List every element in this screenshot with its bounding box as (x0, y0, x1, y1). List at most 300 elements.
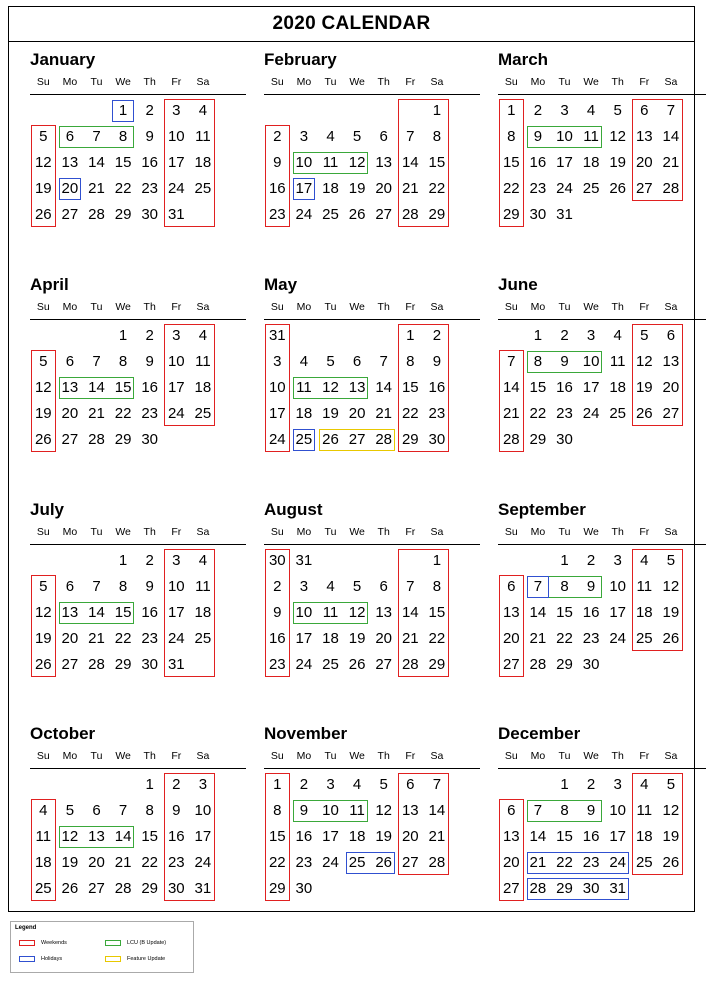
day-cell[interactable]: 13 (401, 802, 419, 819)
day-cell[interactable]: 7 (432, 776, 442, 793)
day-cell[interactable]: 19 (322, 405, 339, 422)
day-cell[interactable]: 7 (379, 353, 388, 370)
day-cell[interactable]: 17 (295, 630, 313, 647)
day-cell[interactable]: 10 (609, 802, 627, 819)
day-cell[interactable]: 27 (401, 854, 419, 871)
day-cell[interactable]: 12 (375, 802, 393, 819)
day-cell[interactable]: 10 (322, 802, 339, 819)
day-cell[interactable]: 29 (502, 206, 520, 223)
day-cell[interactable]: 24 (322, 854, 339, 871)
day-cell[interactable]: 12 (662, 578, 680, 595)
day-cell[interactable]: 21 (529, 630, 547, 647)
day-cell[interactable]: 18 (322, 630, 339, 647)
day-cell[interactable]: 19 (34, 405, 52, 422)
day-cell[interactable]: 23 (141, 630, 159, 647)
day-cell[interactable]: 19 (609, 154, 627, 171)
day-cell[interactable]: 16 (295, 828, 313, 845)
day-cell[interactable]: 30 (268, 552, 286, 569)
day-cell[interactable]: 4 (613, 327, 622, 344)
day-cell[interactable]: 11 (583, 128, 599, 145)
day-cell[interactable]: 6 (92, 802, 101, 819)
day-cell[interactable]: 3 (172, 102, 181, 119)
day-cell[interactable]: 15 (114, 154, 132, 171)
day-cell[interactable]: 14 (529, 604, 547, 621)
day-cell[interactable]: 5 (640, 327, 649, 344)
day-cell[interactable]: 14 (88, 379, 105, 396)
day-cell[interactable]: 28 (401, 656, 419, 673)
day-cell[interactable]: 16 (141, 379, 159, 396)
day-cell[interactable]: 13 (375, 154, 393, 171)
day-cell[interactable]: 15 (114, 604, 132, 621)
day-cell[interactable]: 20 (61, 180, 79, 197)
day-cell[interactable]: 11 (195, 128, 211, 145)
day-cell[interactable]: 2 (533, 102, 543, 119)
day-cell[interactable]: 15 (556, 604, 573, 621)
day-cell[interactable]: 10 (609, 578, 627, 595)
day-cell[interactable]: 25 (34, 880, 52, 897)
day-cell[interactable]: 19 (34, 630, 52, 647)
day-cell[interactable]: 12 (34, 604, 52, 621)
day-cell[interactable]: 19 (662, 828, 680, 845)
day-cell[interactable]: 19 (61, 854, 79, 871)
day-cell[interactable]: 11 (636, 802, 653, 819)
day-cell[interactable]: 8 (273, 802, 282, 819)
day-cell[interactable]: 24 (268, 431, 286, 448)
day-cell[interactable]: 22 (428, 630, 446, 647)
day-cell[interactable]: 24 (194, 854, 212, 871)
day-cell[interactable]: 8 (406, 353, 415, 370)
day-cell[interactable]: 11 (609, 353, 626, 370)
day-cell[interactable]: 22 (556, 630, 573, 647)
day-cell[interactable]: 14 (401, 604, 419, 621)
day-cell[interactable]: 15 (428, 154, 446, 171)
day-cell[interactable]: 14 (502, 379, 520, 396)
day-cell[interactable]: 15 (141, 828, 159, 845)
day-cell[interactable]: 22 (529, 405, 547, 422)
day-cell[interactable]: 16 (582, 828, 600, 845)
day-cell[interactable]: 29 (114, 206, 132, 223)
day-cell[interactable]: 25 (322, 206, 339, 223)
day-cell[interactable]: 22 (401, 405, 419, 422)
day-cell[interactable]: 12 (34, 379, 52, 396)
day-cell[interactable]: 15 (428, 604, 446, 621)
day-cell[interactable]: 7 (118, 802, 128, 819)
day-cell[interactable]: 14 (114, 828, 132, 845)
day-cell[interactable]: 12 (609, 128, 627, 145)
day-cell[interactable]: 11 (322, 154, 339, 171)
day-cell[interactable]: 21 (401, 630, 419, 647)
day-cell[interactable]: 3 (326, 776, 335, 793)
day-cell[interactable]: 14 (428, 802, 446, 819)
day-cell[interactable]: 31 (194, 880, 212, 897)
day-cell[interactable]: 23 (556, 405, 573, 422)
day-cell[interactable]: 30 (141, 656, 159, 673)
day-cell[interactable]: 21 (502, 405, 520, 422)
day-cell[interactable]: 1 (118, 552, 128, 569)
day-cell[interactable]: 17 (167, 379, 185, 396)
day-cell[interactable]: 9 (145, 578, 154, 595)
day-cell[interactable]: 2 (172, 776, 181, 793)
day-cell[interactable]: 6 (507, 802, 516, 819)
day-cell[interactable]: 24 (167, 180, 185, 197)
day-cell[interactable]: 11 (349, 802, 365, 819)
day-cell[interactable]: 18 (194, 154, 212, 171)
day-cell[interactable]: 27 (348, 431, 366, 448)
day-cell[interactable]: 2 (432, 327, 442, 344)
day-cell[interactable]: 30 (582, 880, 600, 897)
day-cell[interactable]: 25 (348, 854, 366, 871)
day-cell[interactable]: 8 (560, 802, 569, 819)
day-cell[interactable]: 18 (295, 405, 313, 422)
day-cell[interactable]: 23 (268, 656, 286, 673)
day-cell[interactable]: 21 (88, 405, 105, 422)
day-cell[interactable]: 8 (118, 128, 128, 145)
day-cell[interactable]: 12 (34, 154, 52, 171)
day-cell[interactable]: 14 (662, 128, 680, 145)
day-cell[interactable]: 26 (662, 854, 680, 871)
day-cell[interactable]: 9 (586, 578, 596, 595)
day-cell[interactable]: 13 (61, 379, 79, 396)
day-cell[interactable]: 5 (39, 128, 48, 145)
day-cell[interactable]: 24 (582, 405, 600, 422)
day-cell[interactable]: 23 (295, 854, 313, 871)
day-cell[interactable]: 23 (141, 180, 159, 197)
day-cell[interactable]: 3 (273, 353, 282, 370)
day-cell[interactable]: 17 (268, 405, 286, 422)
day-cell[interactable]: 27 (635, 180, 653, 197)
day-cell[interactable]: 30 (529, 206, 547, 223)
day-cell[interactable]: 8 (432, 128, 442, 145)
day-cell[interactable]: 15 (556, 828, 573, 845)
day-cell[interactable]: 5 (666, 552, 676, 569)
day-cell[interactable]: 17 (167, 604, 185, 621)
day-cell[interactable]: 2 (586, 552, 596, 569)
day-cell[interactable]: 25 (194, 180, 212, 197)
day-cell[interactable]: 3 (299, 128, 309, 145)
day-cell[interactable]: 3 (560, 102, 569, 119)
day-cell[interactable]: 18 (194, 379, 212, 396)
day-cell[interactable]: 19 (348, 180, 366, 197)
day-cell[interactable]: 1 (145, 776, 154, 793)
day-cell[interactable]: 24 (295, 656, 313, 673)
day-cell[interactable]: 16 (428, 379, 446, 396)
day-cell[interactable]: 10 (268, 379, 286, 396)
day-cell[interactable]: 25 (635, 630, 653, 647)
day-cell[interactable]: 2 (560, 327, 569, 344)
day-cell[interactable]: 6 (65, 353, 75, 370)
day-cell[interactable]: 31 (556, 206, 573, 223)
day-cell[interactable]: 23 (582, 630, 600, 647)
day-cell[interactable]: 3 (613, 776, 622, 793)
day-cell[interactable]: 9 (299, 802, 309, 819)
day-cell[interactable]: 18 (322, 180, 339, 197)
day-cell[interactable]: 22 (502, 180, 520, 197)
day-cell[interactable]: 29 (529, 431, 547, 448)
day-cell[interactable]: 3 (198, 776, 208, 793)
day-cell[interactable]: 2 (145, 327, 154, 344)
day-cell[interactable]: 2 (273, 128, 282, 145)
day-cell[interactable]: 26 (609, 180, 627, 197)
day-cell[interactable]: 12 (635, 353, 653, 370)
day-cell[interactable]: 11 (636, 578, 653, 595)
day-cell[interactable]: 26 (34, 431, 52, 448)
day-cell[interactable]: 17 (194, 828, 212, 845)
day-cell[interactable]: 22 (114, 405, 132, 422)
day-cell[interactable]: 20 (375, 630, 393, 647)
day-cell[interactable]: 13 (88, 828, 105, 845)
day-cell[interactable]: 1 (533, 327, 543, 344)
day-cell[interactable]: 1 (118, 102, 128, 119)
day-cell[interactable]: 15 (502, 154, 520, 171)
day-cell[interactable]: 1 (273, 776, 282, 793)
day-cell[interactable]: 10 (167, 128, 185, 145)
day-cell[interactable]: 21 (662, 154, 680, 171)
day-cell[interactable]: 4 (640, 552, 649, 569)
day-cell[interactable]: 29 (114, 431, 132, 448)
day-cell[interactable]: 3 (586, 327, 596, 344)
day-cell[interactable]: 1 (560, 776, 569, 793)
day-cell[interactable]: 23 (141, 405, 159, 422)
day-cell[interactable]: 13 (502, 828, 520, 845)
day-cell[interactable]: 9 (560, 353, 569, 370)
day-cell[interactable]: 22 (556, 854, 573, 871)
day-cell[interactable]: 16 (582, 604, 600, 621)
day-cell[interactable]: 8 (432, 578, 442, 595)
day-cell[interactable]: 5 (379, 776, 388, 793)
day-cell[interactable]: 26 (375, 854, 393, 871)
day-cell[interactable]: 25 (582, 180, 600, 197)
day-cell[interactable]: 15 (401, 379, 419, 396)
day-cell[interactable]: 19 (348, 630, 366, 647)
day-cell[interactable]: 1 (406, 327, 415, 344)
day-cell[interactable]: 22 (268, 854, 286, 871)
day-cell[interactable]: 28 (529, 656, 547, 673)
day-cell[interactable]: 4 (586, 102, 596, 119)
day-cell[interactable]: 20 (61, 405, 79, 422)
day-cell[interactable]: 4 (326, 578, 335, 595)
day-cell[interactable]: 16 (167, 828, 185, 845)
day-cell[interactable]: 22 (141, 854, 159, 871)
day-cell[interactable]: 26 (348, 656, 366, 673)
day-cell[interactable]: 13 (662, 353, 680, 370)
day-cell[interactable]: 7 (92, 353, 101, 370)
day-cell[interactable]: 10 (295, 154, 313, 171)
day-cell[interactable]: 19 (34, 180, 52, 197)
day-cell[interactable]: 18 (635, 604, 653, 621)
day-cell[interactable]: 3 (299, 578, 309, 595)
day-cell[interactable]: 24 (167, 630, 185, 647)
day-cell[interactable]: 6 (65, 578, 75, 595)
day-cell[interactable]: 28 (662, 180, 680, 197)
day-cell[interactable]: 21 (529, 854, 547, 871)
day-cell[interactable]: 14 (88, 154, 105, 171)
day-cell[interactable]: 30 (582, 656, 600, 673)
day-cell[interactable]: 8 (533, 353, 543, 370)
day-cell[interactable]: 14 (401, 154, 419, 171)
day-cell[interactable]: 7 (92, 128, 101, 145)
day-cell[interactable]: 8 (560, 578, 569, 595)
day-cell[interactable]: 17 (609, 604, 627, 621)
day-cell[interactable]: 27 (375, 656, 393, 673)
day-cell[interactable]: 6 (379, 578, 388, 595)
day-cell[interactable]: 28 (114, 880, 132, 897)
day-cell[interactable]: 25 (322, 656, 339, 673)
day-cell[interactable]: 3 (172, 552, 181, 569)
day-cell[interactable]: 21 (88, 630, 105, 647)
day-cell[interactable]: 20 (502, 854, 520, 871)
day-cell[interactable]: 25 (609, 405, 627, 422)
day-cell[interactable]: 27 (502, 656, 520, 673)
day-cell[interactable]: 19 (635, 379, 653, 396)
day-cell[interactable]: 16 (268, 180, 286, 197)
day-cell[interactable]: 29 (141, 880, 159, 897)
day-cell[interactable]: 7 (406, 128, 415, 145)
day-cell[interactable]: 8 (118, 578, 128, 595)
day-cell[interactable]: 23 (529, 180, 547, 197)
day-cell[interactable]: 6 (666, 327, 676, 344)
day-cell[interactable]: 10 (167, 353, 185, 370)
day-cell[interactable]: 20 (401, 828, 419, 845)
day-cell[interactable]: 28 (375, 431, 393, 448)
day-cell[interactable]: 9 (145, 353, 154, 370)
day-cell[interactable]: 29 (401, 431, 419, 448)
day-cell[interactable]: 18 (582, 154, 600, 171)
day-cell[interactable]: 7 (666, 102, 676, 119)
day-cell[interactable]: 6 (379, 128, 388, 145)
day-cell[interactable]: 19 (662, 604, 680, 621)
day-cell[interactable]: 16 (529, 154, 547, 171)
day-cell[interactable]: 15 (268, 828, 286, 845)
day-cell[interactable]: 17 (167, 154, 185, 171)
day-cell[interactable]: 27 (375, 206, 393, 223)
day-cell[interactable]: 20 (61, 630, 79, 647)
day-cell[interactable]: 20 (348, 405, 366, 422)
day-cell[interactable]: 27 (61, 431, 79, 448)
day-cell[interactable]: 4 (198, 552, 208, 569)
day-cell[interactable]: 14 (529, 828, 547, 845)
day-cell[interactable]: 5 (352, 128, 362, 145)
day-cell[interactable]: 28 (401, 206, 419, 223)
day-cell[interactable]: 8 (507, 128, 516, 145)
day-cell[interactable]: 1 (118, 327, 128, 344)
day-cell[interactable]: 7 (507, 353, 516, 370)
day-cell[interactable]: 18 (635, 828, 653, 845)
day-cell[interactable]: 25 (635, 854, 653, 871)
day-cell[interactable]: 7 (92, 578, 101, 595)
day-cell[interactable]: 7 (533, 802, 543, 819)
day-cell[interactable]: 3 (172, 327, 181, 344)
day-cell[interactable]: 27 (61, 656, 79, 673)
day-cell[interactable]: 29 (556, 880, 573, 897)
day-cell[interactable]: 8 (145, 802, 154, 819)
day-cell[interactable]: 20 (88, 854, 105, 871)
day-cell[interactable]: 4 (326, 128, 335, 145)
day-cell[interactable]: 17 (556, 154, 573, 171)
day-cell[interactable]: 17 (582, 379, 600, 396)
day-cell[interactable]: 20 (375, 180, 393, 197)
day-cell[interactable]: 17 (295, 180, 313, 197)
day-cell[interactable]: 4 (39, 802, 48, 819)
day-cell[interactable]: 15 (114, 379, 132, 396)
day-cell[interactable]: 12 (348, 604, 366, 621)
day-cell[interactable]: 13 (635, 128, 653, 145)
day-cell[interactable]: 29 (428, 656, 446, 673)
day-cell[interactable]: 27 (662, 405, 680, 422)
day-cell[interactable]: 21 (375, 405, 393, 422)
day-cell[interactable]: 2 (145, 552, 154, 569)
day-cell[interactable]: 28 (529, 880, 547, 897)
day-cell[interactable]: 9 (586, 802, 596, 819)
day-cell[interactable]: 21 (88, 180, 105, 197)
day-cell[interactable]: 28 (88, 206, 105, 223)
day-cell[interactable]: 26 (662, 630, 680, 647)
day-cell[interactable]: 19 (375, 828, 393, 845)
day-cell[interactable]: 4 (198, 327, 208, 344)
day-cell[interactable]: 29 (268, 880, 286, 897)
day-cell[interactable]: 31 (268, 327, 286, 344)
day-cell[interactable]: 26 (348, 206, 366, 223)
day-cell[interactable]: 10 (167, 578, 185, 595)
day-cell[interactable]: 31 (295, 552, 313, 569)
day-cell[interactable]: 27 (61, 206, 79, 223)
day-cell[interactable]: 22 (114, 180, 132, 197)
day-cell[interactable]: 18 (609, 379, 627, 396)
day-cell[interactable]: 20 (502, 630, 520, 647)
day-cell[interactable]: 1 (507, 102, 516, 119)
day-cell[interactable]: 30 (167, 880, 185, 897)
day-cell[interactable]: 5 (326, 353, 335, 370)
day-cell[interactable]: 12 (662, 802, 680, 819)
day-cell[interactable]: 23 (268, 206, 286, 223)
day-cell[interactable]: 21 (428, 828, 446, 845)
day-cell[interactable]: 29 (428, 206, 446, 223)
day-cell[interactable]: 10 (556, 128, 573, 145)
day-cell[interactable]: 13 (348, 379, 366, 396)
day-cell[interactable]: 12 (348, 154, 366, 171)
day-cell[interactable]: 25 (295, 431, 313, 448)
day-cell[interactable]: 5 (613, 102, 622, 119)
day-cell[interactable]: 31 (609, 880, 627, 897)
day-cell[interactable]: 21 (114, 854, 132, 871)
day-cell[interactable]: 13 (375, 604, 393, 621)
day-cell[interactable]: 23 (428, 405, 446, 422)
day-cell[interactable]: 5 (666, 776, 676, 793)
day-cell[interactable]: 14 (375, 379, 393, 396)
day-cell[interactable]: 15 (529, 379, 547, 396)
day-cell[interactable]: 6 (352, 353, 362, 370)
day-cell[interactable]: 4 (198, 102, 208, 119)
day-cell[interactable]: 10 (194, 802, 212, 819)
day-cell[interactable]: 27 (88, 880, 105, 897)
day-cell[interactable]: 13 (502, 604, 520, 621)
day-cell[interactable]: 30 (295, 880, 313, 897)
day-cell[interactable]: 31 (167, 656, 185, 673)
day-cell[interactable]: 1 (432, 102, 442, 119)
day-cell[interactable]: 28 (88, 431, 105, 448)
day-cell[interactable]: 27 (502, 880, 520, 897)
day-cell[interactable]: 26 (635, 405, 653, 422)
day-cell[interactable]: 9 (533, 128, 543, 145)
day-cell[interactable]: 16 (268, 630, 286, 647)
day-cell[interactable]: 9 (273, 604, 282, 621)
day-cell[interactable]: 20 (662, 379, 680, 396)
day-cell[interactable]: 11 (35, 828, 52, 845)
day-cell[interactable]: 5 (352, 578, 362, 595)
day-cell[interactable]: 26 (322, 431, 339, 448)
day-cell[interactable]: 30 (428, 431, 446, 448)
day-cell[interactable]: 11 (322, 604, 339, 621)
day-cell[interactable]: 7 (406, 578, 415, 595)
